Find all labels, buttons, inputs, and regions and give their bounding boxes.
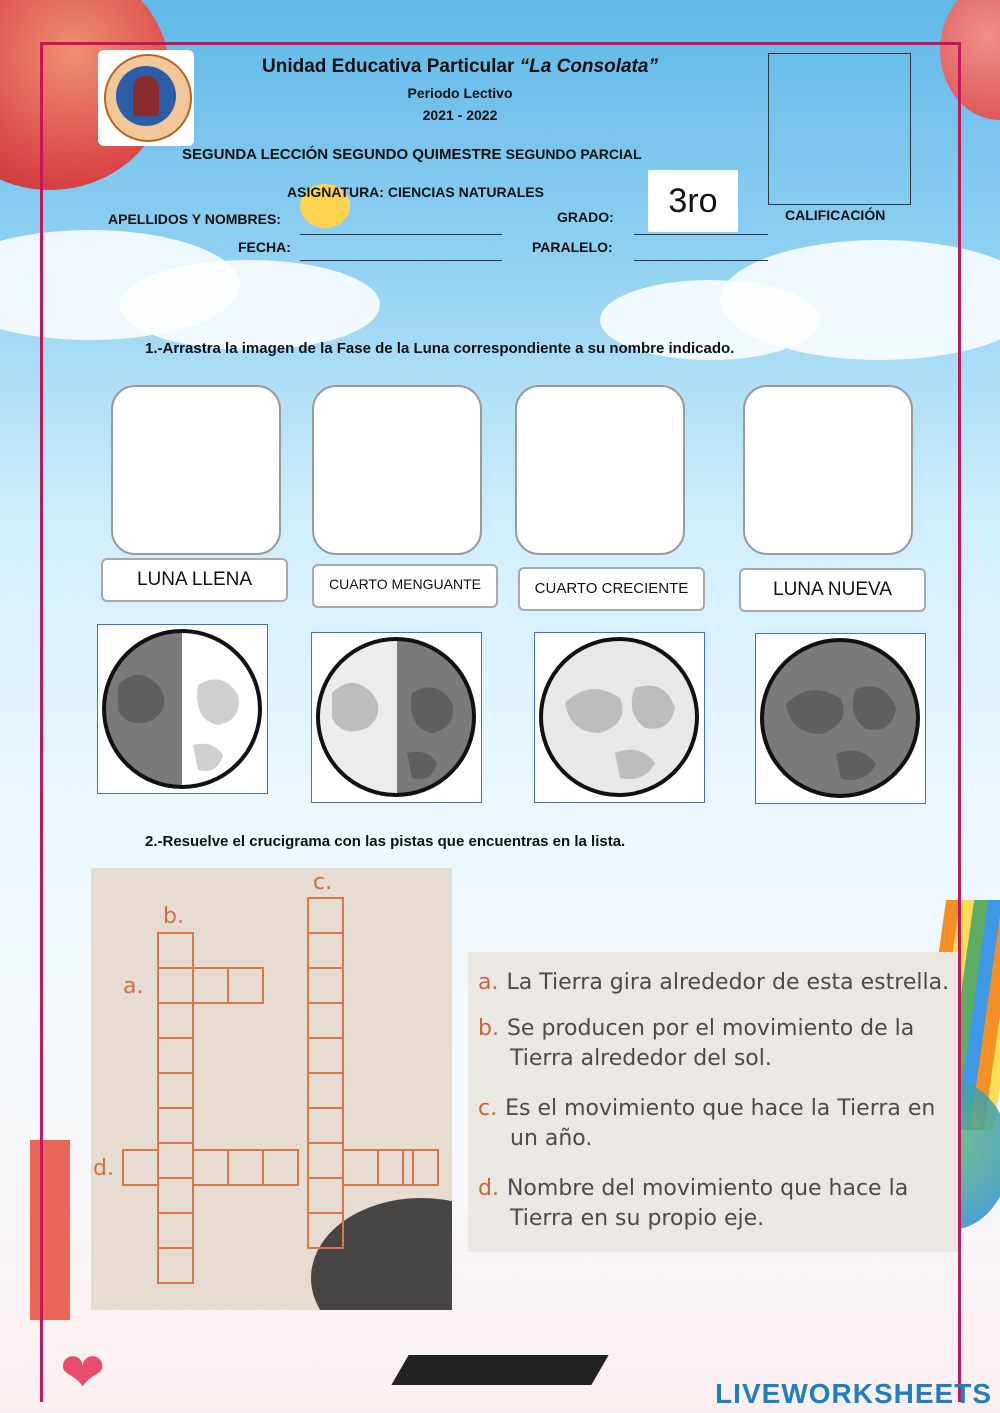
crossword-letter-c: c. — [313, 870, 333, 895]
crossword-cell[interactable] — [307, 1177, 344, 1214]
crossword-cell[interactable] — [157, 1037, 194, 1074]
crossword-cell[interactable] — [192, 967, 229, 1004]
crossword-cell[interactable] — [307, 1072, 344, 1109]
question2-prompt: 2.-Resuelve el crucigrama con las pistas que encuentras en la lista. — [145, 833, 626, 850]
crossword-cell[interactable] — [307, 1002, 344, 1039]
school-years: 2021 - 2022 — [422, 107, 498, 123]
liveworksheets-logo: LIVEWORKSHEETS — [715, 1378, 992, 1409]
crossword-puzzle — [91, 868, 452, 1310]
label-cuarto-creciente: CUARTO CRECIENTE — [518, 567, 705, 611]
school-title: Unidad Educativa Particular “La Consolata” — [262, 56, 658, 77]
crossword-cell[interactable] — [262, 1149, 299, 1186]
crossword-cell[interactable] — [157, 1107, 194, 1144]
crossword-cell[interactable] — [342, 1149, 379, 1186]
crossword-cell[interactable] — [307, 1037, 344, 1074]
ruler-decoration — [30, 1140, 70, 1320]
names-field-line[interactable] — [300, 234, 502, 235]
grade-field-line[interactable] — [634, 234, 768, 235]
crossword-cell[interactable] — [402, 1149, 439, 1186]
clue-b: b. Se producen por el movimiento de la Tierra alrededor del sol. — [478, 1016, 915, 1071]
moon-left-dark-icon — [98, 625, 267, 793]
label-luna-nueva: LUNA NUEVA — [739, 568, 926, 612]
balloon-right-decoration — [940, 0, 1000, 120]
draggable-moon-3[interactable] — [534, 632, 705, 803]
crossword-cell[interactable] — [157, 1212, 194, 1249]
crossword-letter-d: d. — [93, 1156, 114, 1181]
draggable-moon-2[interactable] — [311, 632, 482, 803]
drop-zone-cuarto-menguante[interactable] — [312, 385, 482, 555]
parallel-field-line[interactable] — [634, 260, 768, 261]
date-label: FECHA: — [238, 239, 291, 255]
crossword-cell[interactable] — [122, 1149, 159, 1186]
frame-top — [40, 42, 960, 45]
crossword-cell[interactable] — [157, 932, 194, 969]
crossword-cell[interactable] — [157, 1072, 194, 1109]
drop-zone-luna-nueva[interactable] — [743, 385, 913, 555]
score-label: CALIFICACIÓN — [785, 207, 886, 223]
clue-c: c. Es el movimiento que hace la Tierra en un año. — [478, 1096, 936, 1151]
crossword-cell[interactable] — [307, 1212, 344, 1249]
crossword-cell[interactable] — [307, 1142, 344, 1179]
crossword-cell[interactable] — [157, 967, 194, 1004]
frame-right — [958, 42, 961, 1402]
moon-right-dark-icon — [312, 633, 481, 802]
crossword-cell[interactable] — [157, 1247, 194, 1284]
crossword-letter-b: b. — [163, 904, 184, 929]
clue-d: d. Nombre del movimiento que hace la Tierra en su propio eje. — [478, 1176, 909, 1231]
drop-zone-cuarto-creciente[interactable] — [515, 385, 685, 555]
heart-decoration: ❤ — [60, 1343, 106, 1403]
crossword-cell[interactable] — [192, 1149, 229, 1186]
frame-left — [40, 42, 43, 1402]
names-label: APELLIDOS Y NOMBRES: — [108, 211, 281, 227]
parallel-label: PARALELO: — [532, 239, 613, 255]
subject-label: ASIGNATURA: CIENCIAS NATURALES — [287, 184, 544, 200]
date-field-line[interactable] — [300, 260, 502, 261]
crossword-letter-a: a. — [123, 974, 144, 999]
moon-new-icon — [756, 634, 925, 803]
cloud — [120, 260, 380, 350]
crossword-cell[interactable] — [157, 1142, 194, 1179]
crossword-cell[interactable] — [157, 1177, 194, 1214]
label-luna-llena: LUNA LLENA — [101, 558, 288, 602]
clues-list — [468, 952, 958, 1252]
question1-prompt: 1.-Arrastra la imagen de la Fase de la Luna correspondiente a su nombre indicado. — [145, 340, 735, 357]
grade-value: 3ro — [648, 170, 738, 232]
moon-full-icon — [535, 633, 704, 802]
graduation-cap-decoration — [391, 1355, 608, 1385]
crossword-cell[interactable] — [307, 1107, 344, 1144]
crossword-cell[interactable] — [307, 897, 344, 934]
drop-zone-luna-llena[interactable] — [111, 385, 281, 555]
score-box — [768, 53, 911, 205]
school-seal-logo — [98, 50, 194, 146]
crossword-cell[interactable] — [157, 1002, 194, 1039]
clue-a: a. La Tierra gira alrededor de esta estrella. — [478, 970, 950, 995]
crossword-cell[interactable] — [307, 932, 344, 969]
label-cuarto-menguante: CUARTO MENGUANTE — [312, 564, 498, 608]
period-label: Periodo Lectivo — [407, 85, 513, 101]
lesson-title: SEGUNDA LECCIÓN SEGUNDO QUIMESTRE SEGUNDO PARCIAL — [182, 146, 642, 163]
crossword-cell[interactable] — [307, 967, 344, 1004]
crossword-cell[interactable] — [227, 967, 264, 1004]
grade-label: GRADO: — [557, 209, 614, 225]
crossword-cell[interactable] — [227, 1149, 264, 1186]
draggable-moon-4[interactable] — [755, 633, 926, 804]
draggable-moon-1[interactable] — [97, 624, 268, 794]
